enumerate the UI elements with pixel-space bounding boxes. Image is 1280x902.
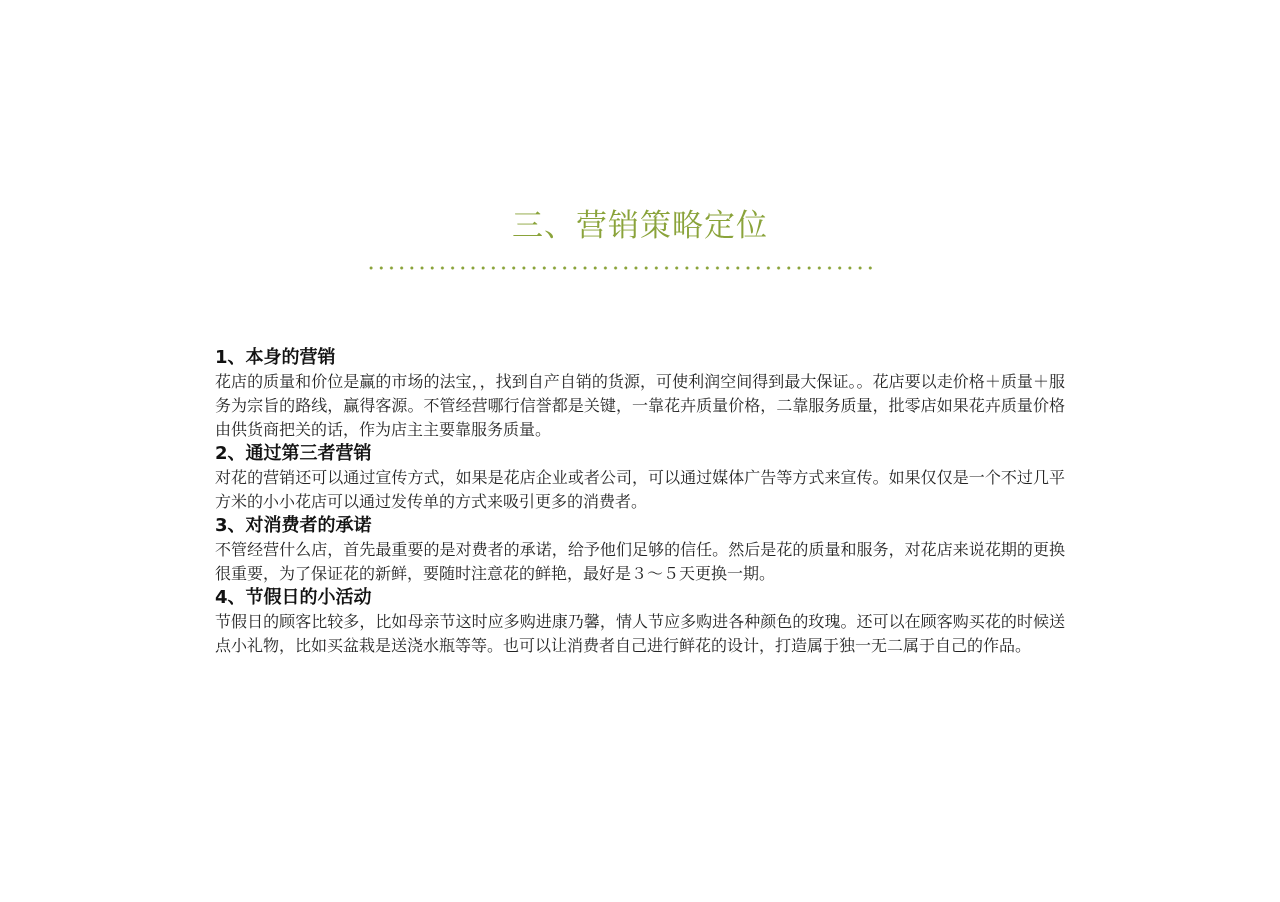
content-block <box>215 346 1065 658</box>
section-heading: 2、通过第三者营销 <box>215 443 372 464</box>
section-heading: 4、节假日的小活动 <box>215 587 372 608</box>
section-body: 对花的营销还可以通过宣传方式，如果是花店企业或者公司，可以通过媒体广告等方式来宣传。如果仅仅是一个不过几平方米的小小花店可以通过发传单的方式来吸引更多的消费者。 <box>215 468 1065 511</box>
section-body: 花店的质量和价位是赢的市场的法宝，，找到自产自销的货源，可使利润空间得到最大保证。。花店要以走价格＋质量＋服务为宗旨的路线，赢得客源。不管经营哪行信誉都是关键，一靠花卉质量价格，二靠服务质量，批零店如果花卉质量价格由供货商把关的话，作为店主主要靠服务质量。 <box>215 372 1065 439</box>
section-body: 不管经营什么店，首先最重要的是对费者的承诺，给予他们足够的信任。然后是花的质量和服务，对花店来说花期的更换很重要，为了保证花的新鲜，要随时注意花的鲜艳，最好是３～５天更换一期。 <box>215 540 1065 583</box>
dotted-divider <box>366 265 872 271</box>
section-heading: 1、本身的营销 <box>215 347 336 368</box>
section-body: 节假日的顾客比较多，比如母亲节这时应多购进康乃馨，情人节应多购进各种颜色的玫瑰。还可以在顾客购买花的时候送点小礼物，比如买盆栽是送浇水瓶等等。也可以让消费者自己进行鲜花的设计，打造属于独一无二属于自己的作品。 <box>215 612 1065 655</box>
slide-title: 三、营销策略定位 <box>512 208 768 244</box>
section-heading: 3、对消费者的承诺 <box>215 515 372 536</box>
